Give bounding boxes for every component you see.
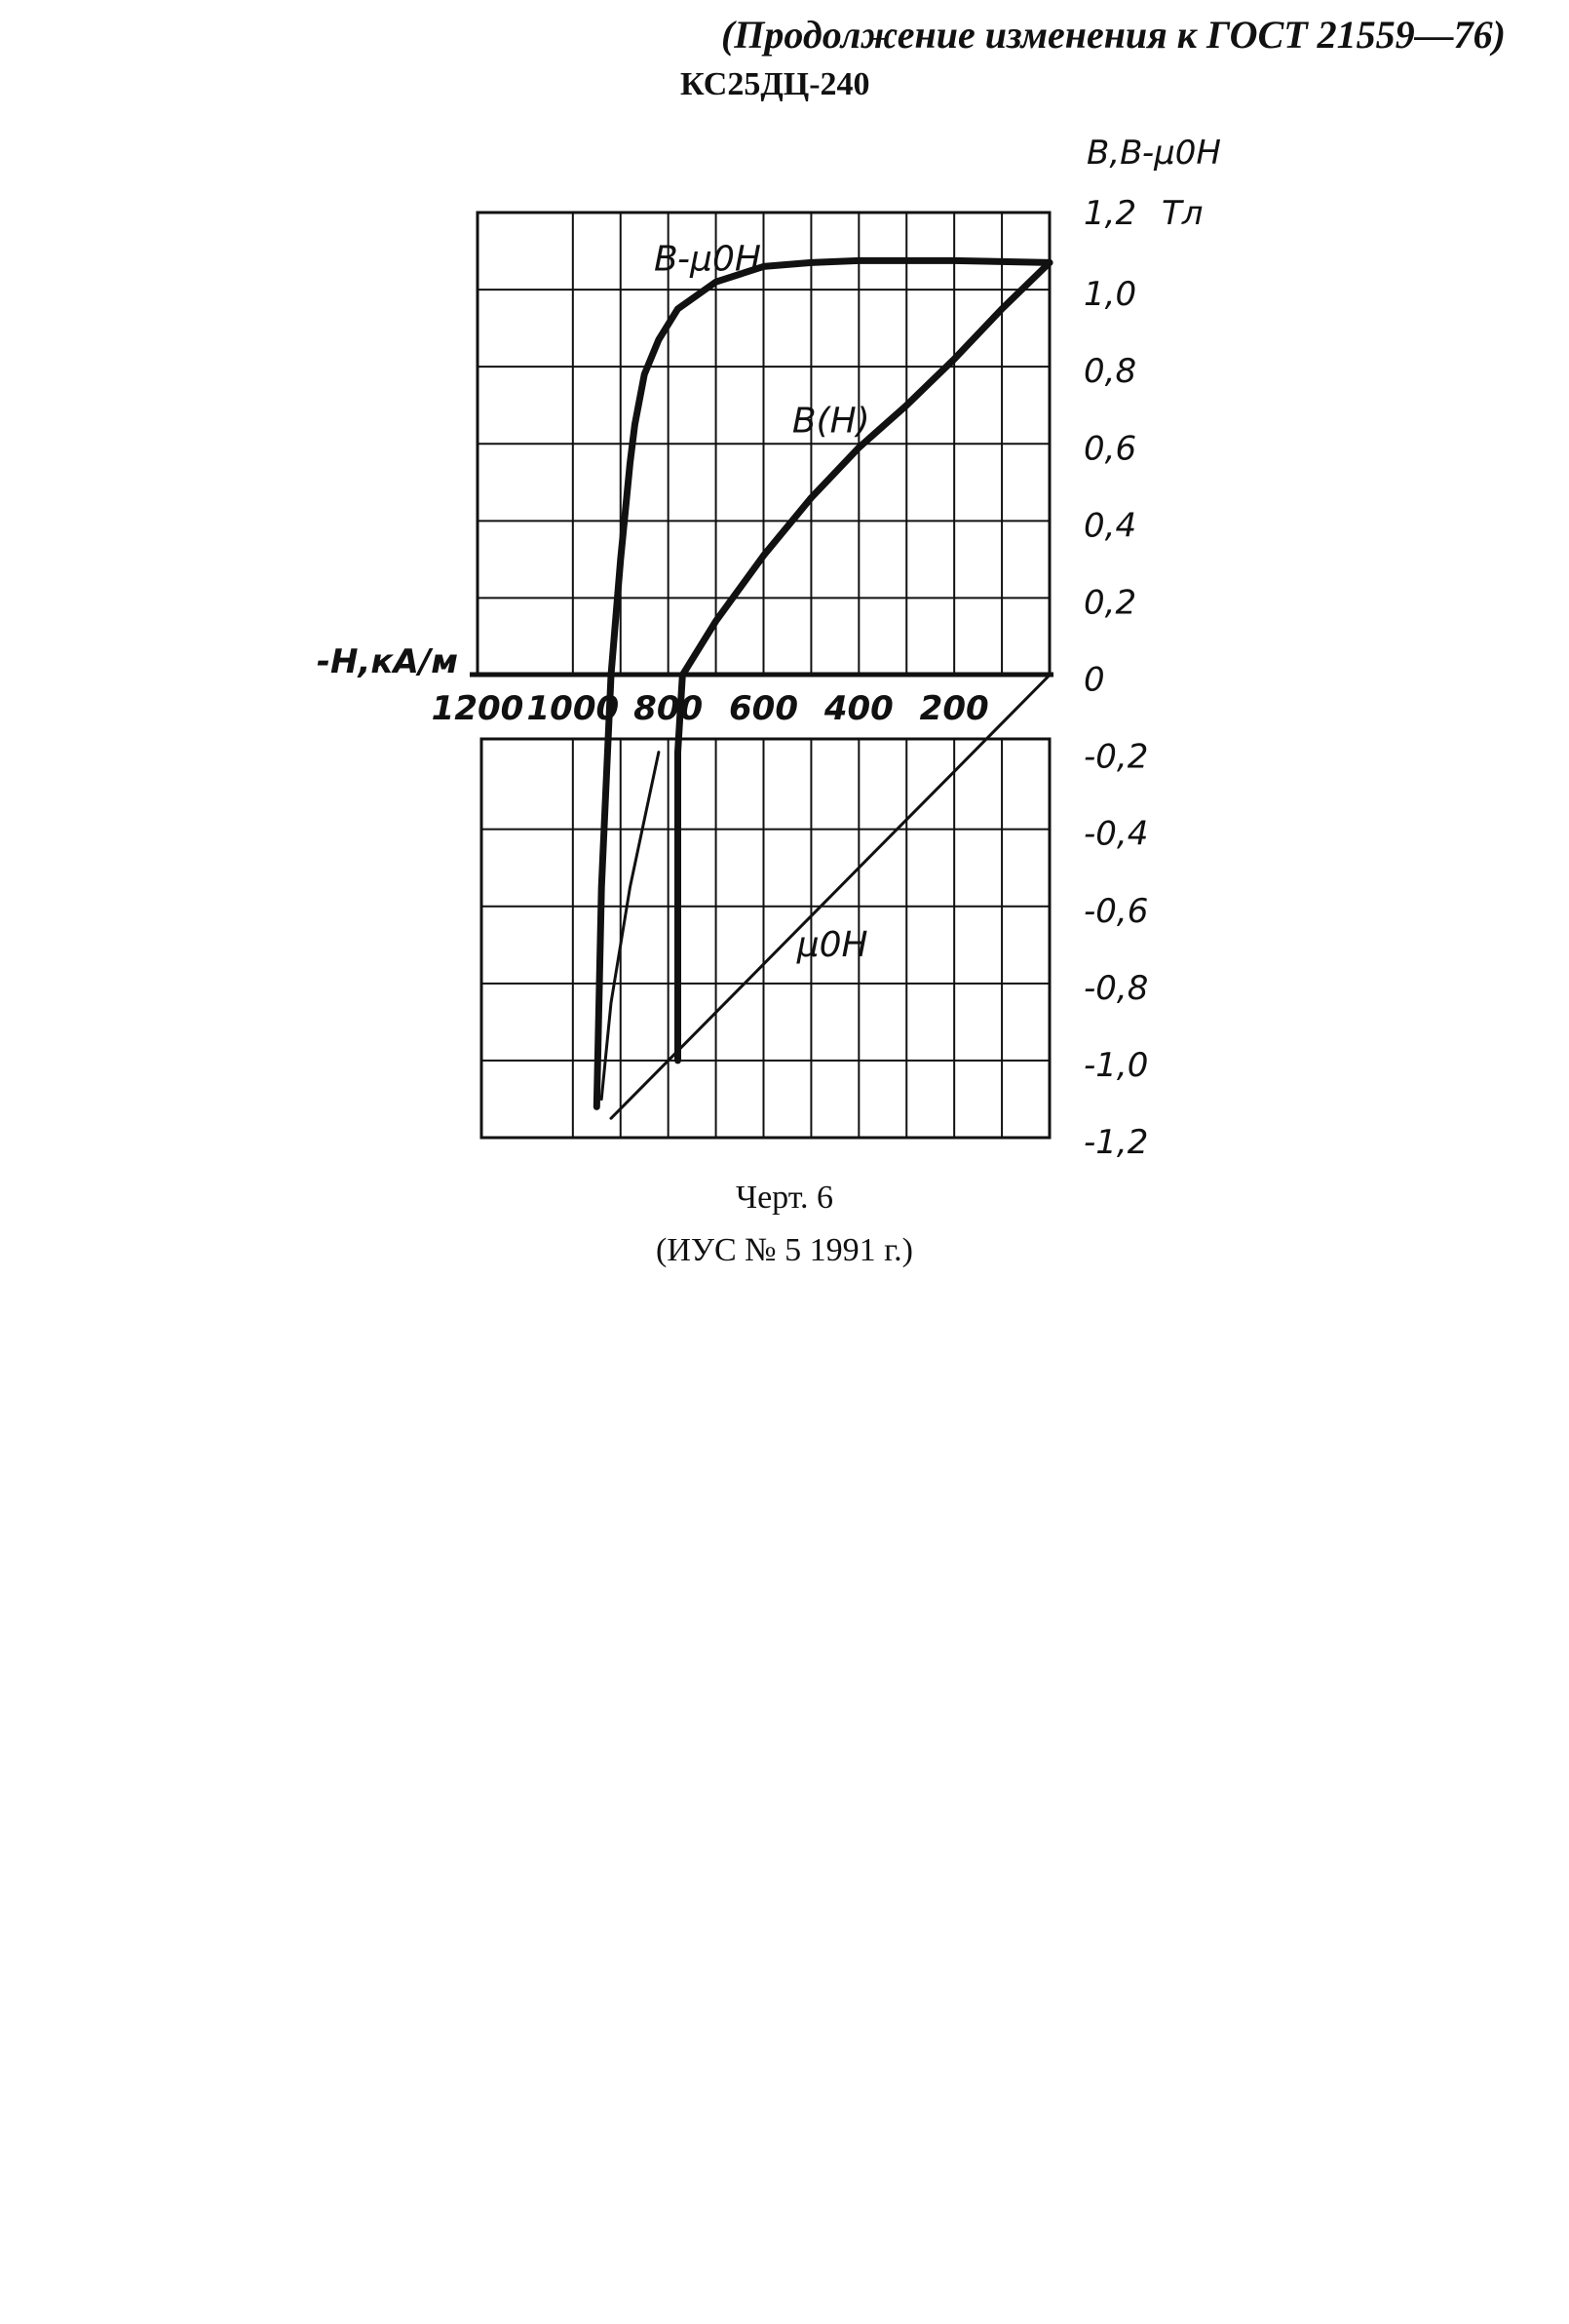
y-tick-label: -1,0 xyxy=(1084,1045,1149,1085)
chart-ticks xyxy=(432,275,1149,1162)
y-tick-label: 0,2 xyxy=(1084,583,1137,623)
chart-annotations xyxy=(654,239,870,965)
x-tick-label: 600 xyxy=(729,689,798,728)
y-tick-label: -0,8 xyxy=(1084,968,1149,1008)
series-line-1 xyxy=(596,260,1050,1106)
x-tick-label: 800 xyxy=(633,689,704,728)
series-annotation: B-μ0H xyxy=(653,239,761,280)
y-tick-label: -0,2 xyxy=(1084,737,1149,777)
grade-title: КС25ДЦ-240 xyxy=(680,66,870,102)
x-axis-label: -H,кА/м xyxy=(316,642,458,681)
amendment-reference: (ИУС № 5 1991 г.) xyxy=(656,1232,913,1268)
series-annotation: B(H) xyxy=(791,401,870,442)
y-tick-label: 0,4 xyxy=(1084,506,1137,546)
y-tick-label: -0,6 xyxy=(1084,891,1149,931)
figure-caption: Черт. 6 xyxy=(735,1180,834,1216)
y-axis-unit: Тл xyxy=(1162,194,1204,233)
y-tick-label: 0,8 xyxy=(1084,352,1137,392)
y-tick-label: 0,6 xyxy=(1084,429,1137,469)
y-tick-label: -0,4 xyxy=(1084,814,1149,854)
y-tick-label: 1,0 xyxy=(1084,275,1137,315)
plot-frame-lower xyxy=(481,739,1050,1138)
series-annotation: μ0H xyxy=(796,925,868,966)
series-line-4 xyxy=(601,753,659,1100)
x-tick-label: 400 xyxy=(823,689,894,728)
y-tick-top: 1,2 xyxy=(1084,194,1137,233)
x-tick-label: 1000 xyxy=(526,689,620,728)
y-tick-label: -1,2 xyxy=(1084,1123,1149,1162)
x-tick-label: 1200 xyxy=(431,689,524,728)
y-axis-label: B,B-μ0H xyxy=(1087,134,1221,173)
y-tick-label: 0 xyxy=(1084,660,1105,700)
x-tick-label: 200 xyxy=(919,689,989,728)
header-note: (Продолжение изменения к ГОСТ 21559—76) xyxy=(720,13,1506,57)
